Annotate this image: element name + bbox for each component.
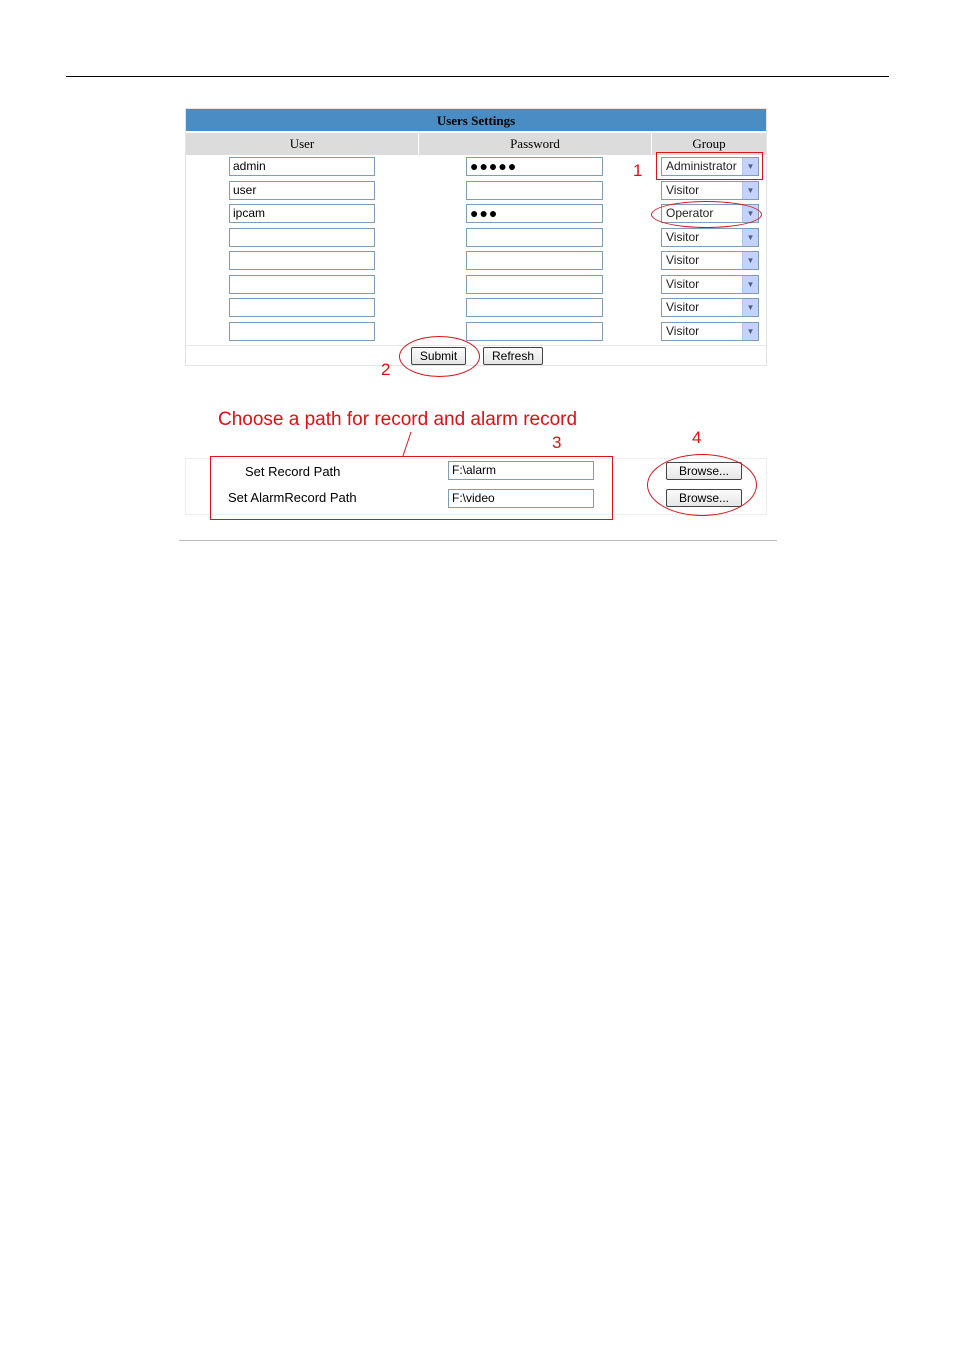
record-path-field[interactable]: F:\alarm — [448, 461, 594, 480]
group-select-value: Visitor — [666, 230, 700, 244]
record-path-label: Set Record Path — [245, 464, 341, 479]
header-password: Password — [419, 133, 651, 155]
chevron-down-icon[interactable]: ▼ — [742, 252, 758, 269]
chevron-down-icon[interactable]: ▼ — [742, 182, 758, 199]
password-field[interactable]: ●●●●● — [466, 157, 603, 176]
user-field[interactable]: user — [229, 181, 375, 200]
header-user: User — [186, 133, 418, 155]
submit-button[interactable]: Submit — [411, 347, 466, 365]
alarm-path-field[interactable]: F:\video — [448, 489, 594, 508]
group-select-value: Visitor — [666, 253, 700, 267]
header-group: Group — [652, 133, 766, 155]
user-field[interactable]: admin — [229, 157, 375, 176]
refresh-button[interactable]: Refresh — [483, 347, 543, 365]
annotation-number: 4 — [692, 428, 702, 447]
annotation-number: 3 — [552, 433, 562, 452]
annotation-ellipse-browse — [647, 454, 757, 516]
annotation-box-paths — [210, 456, 613, 520]
chevron-down-icon[interactable]: ▼ — [742, 205, 758, 222]
annotation-number: 1 — [633, 161, 643, 180]
chevron-down-icon[interactable]: ▼ — [742, 323, 758, 340]
group-select-value: Visitor — [666, 324, 700, 338]
chevron-down-icon[interactable]: ▼ — [742, 158, 758, 175]
password-field[interactable]: ●●● — [466, 204, 603, 223]
annotation-caption: Choose a path for record and alarm record — [218, 409, 578, 430]
annotation-number: 2 — [381, 360, 391, 379]
panel-title: Users Settings — [186, 109, 766, 131]
chevron-down-icon[interactable]: ▼ — [742, 229, 758, 246]
user-field[interactable]: ipcam — [229, 204, 375, 223]
group-select-value: Operator — [666, 206, 714, 220]
group-select-value: Visitor — [666, 277, 700, 291]
group-select-value: Visitor — [666, 183, 700, 197]
group-select-value: Visitor — [666, 300, 700, 314]
browse-record-button[interactable]: Browse... — [666, 462, 742, 480]
browse-alarm-button[interactable]: Browse... — [666, 489, 742, 507]
chevron-down-icon[interactable]: ▼ — [742, 299, 758, 316]
chevron-down-icon[interactable]: ▼ — [742, 276, 758, 293]
group-select-value: Administrator — [666, 159, 737, 173]
alarm-path-label: Set AlarmRecord Path — [228, 490, 357, 505]
